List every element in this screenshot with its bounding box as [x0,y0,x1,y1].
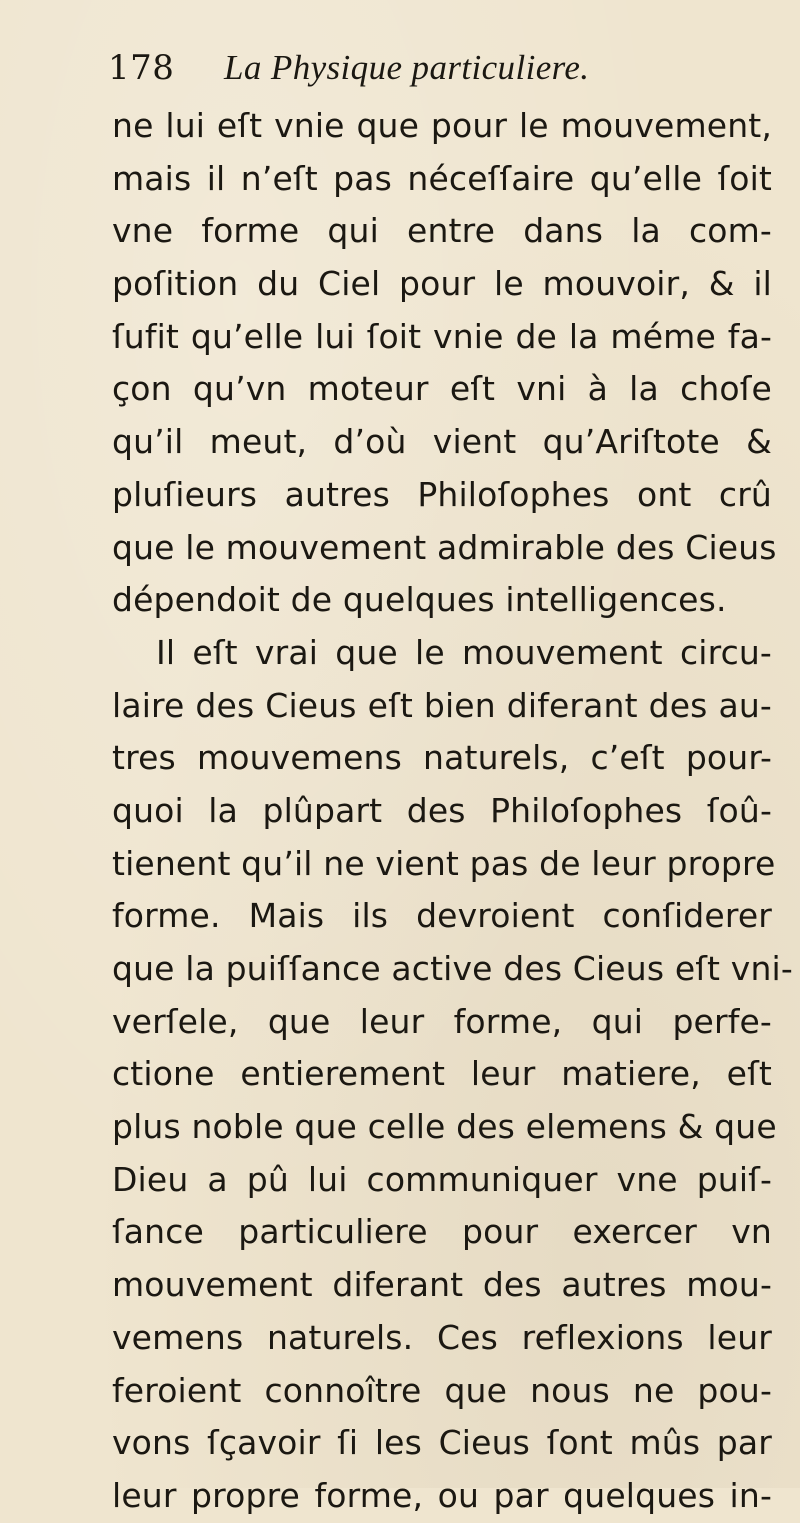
text-line-27: leur propre forme, ou par quelques in- [112,1475,772,1515]
text-line-20: plus noble que celle des elemens & que [112,1107,777,1147]
text-line-16: forme. Mais ils devroient conſiderer [112,896,772,936]
text-line-12: laire des Cieus eſt bien diferant des au- [112,685,772,725]
text-line-26: vons ſçavoir ſi les Cieus ſont mûs par [112,1423,772,1463]
text-line-23: mouvement diferant des autres mou- [112,1265,772,1305]
text-line-19: ctione entierement leur matiere, eſt [112,1054,772,1094]
page-header [108,48,768,102]
text-line-2: mais il n’eſt pas néceſſaire qu’elle ſoit [112,158,772,198]
text-line-6: çon qu’vn moteur eſt vni à la choſe [112,369,772,409]
text-line-8: pluſieurs autres Philoſophes ont crû [112,474,772,514]
text-line-15: tienent qu’il ne vient pas de leur propre [112,843,776,883]
page-number: 178 [108,48,175,88]
running-title: La Physique particuliere. [224,48,590,87]
text-line-9: que le mouvement admirable des Cieus [112,527,777,567]
text-line-4: poſition du Ciel pour le mouvoir, & il [112,264,772,304]
text-line-3: vne forme qui entre dans la com- [112,211,772,251]
text-line-25: feroient connoître que nous ne pou- [112,1370,772,1410]
text-line-17: que la puiſſance active des Cieus eſt vni- [112,949,793,988]
text-line-22: ſance particuliere pour exercer vn [112,1212,772,1252]
text-line-13: tres mouvemens naturels, c’eſt pour- [112,738,772,778]
text-line-7: qu’il meut, d’où vient qu’Ariſtote & [112,422,772,462]
text-line-14: quoi la plûpart des Philoſophes ſoû- [112,790,772,830]
text-line-24: vemens naturels. Ces reflexions leur [112,1317,772,1357]
text-line-5: ſufit qu’elle lui ſoit vnie de la méme fa- [112,316,772,356]
text-line-18: verſele, que leur forme, qui perfe- [112,1001,772,1041]
text-line-10: dépendoit de quelques intelligences. [112,580,727,620]
body-text [112,100,793,1523]
text-line-1: ne lui eſt vnie que pour le mouvement, [112,106,772,145]
text-line-21: Dieu a pû lui communiquer vne puiſ- [112,1159,772,1199]
text-line-11: Il eſt vrai que le mouvement circu- [156,632,772,672]
